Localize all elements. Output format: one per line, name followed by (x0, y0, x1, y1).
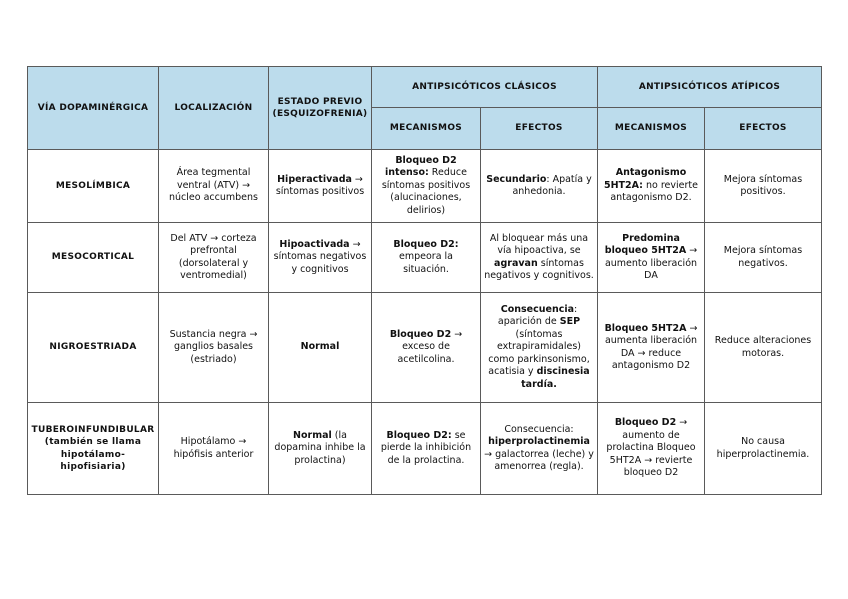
header-antipsicoticos-atipicos: ANTIPSICÓTICOS ATÍPICOS (598, 67, 822, 108)
cell-localizacion (159, 403, 269, 495)
cell-via (28, 150, 159, 223)
cell-efectos-atipicos (705, 223, 822, 293)
cell-text: MESOLÍMBICA (55, 180, 131, 191)
cell-text: Sustancia negra → ganglios basales (estriado) (169, 328, 258, 365)
cell-text: Bloqueo D2 (614, 417, 677, 429)
cell-text: Bloqueo D2 (389, 328, 452, 340)
cell-text: : Apatía y anhedonia. (512, 173, 592, 197)
table-row (28, 293, 822, 403)
cell-text: → aumento de prolactina Bloqueo 5HT2A → revierte bloqueo D2 (606, 417, 696, 479)
cell-text: Mejora síntomas negativos. (723, 245, 803, 269)
cell-text: TUBEROINFUNDIBULAR (31, 424, 155, 435)
cell-localizacion (159, 293, 269, 403)
header-efectos-clasicos: EFECTOS (481, 108, 598, 150)
cell-text: agravan (494, 257, 538, 269)
cell-localizacion (159, 223, 269, 293)
cell-mecanismos-atipicos (598, 223, 705, 293)
cell-text: Antagonismo 5HT2A: (604, 167, 687, 191)
cell-efectos-clasicos (481, 150, 598, 223)
cell-mecanismos-atipicos (598, 150, 705, 223)
table-row (28, 403, 822, 495)
cell-mecanismos-clasicos (372, 150, 481, 223)
header-efectos-atipicos: EFECTOS (705, 108, 822, 150)
cell-text: → exceso de acetilcolina. (397, 328, 463, 365)
cell-text: ) (121, 462, 126, 472)
cell-text: empeora la situación. (399, 251, 453, 275)
cell-estado-previo (269, 223, 372, 293)
cell-efectos-clasicos (481, 403, 598, 495)
cell-localizacion (159, 150, 269, 223)
cell-text: → aumento liberación DA (604, 245, 698, 281)
cell-estado-previo (269, 150, 372, 223)
cell-mecanismos-clasicos (372, 223, 481, 293)
cell-estado-previo (269, 293, 372, 403)
cell-mecanismos-clasicos (372, 403, 481, 495)
header-mecanismos-atipicos: MECANISMOS (598, 108, 705, 150)
cell-text: Del ATV → corteza prefrontal (dorsolateral y ventromedial) (170, 232, 257, 281)
header-antipsicoticos-clasicos: ANTIPSICÓTICOS CLÁSICOS (372, 67, 598, 108)
cell-text: Normal (293, 429, 332, 441)
cell-efectos-atipicos (705, 403, 822, 495)
cell-mecanismos-atipicos (598, 293, 705, 403)
cell-text: discinesia tardía. (521, 366, 590, 390)
cell-text: (la dopamina inhibe la prolactina) (274, 429, 366, 466)
cell-text: (síntomas extrapiramidales) como parkinsonismo, acatisia y (488, 328, 590, 378)
cell-text: síntomas negativos y cognitivos. (484, 257, 594, 281)
cell-text: (también se llama (44, 437, 142, 447)
header-estado-previo: ESTADO PREVIO (ESQUIZOFRENIA) (269, 67, 372, 150)
cell-text: hiperprolactinemia (488, 436, 590, 447)
cell-via (28, 403, 159, 495)
cell-mecanismos-clasicos (372, 293, 481, 403)
cell-mecanismos-atipicos (598, 403, 705, 495)
cell-text: Consecuencia (500, 303, 575, 315)
cell-text: → síntomas positivos (275, 173, 365, 197)
cell-text: Hipotálamo → hipófisis anterior (173, 436, 254, 460)
cell-text: se pierde la inhibición de la prolactina. (380, 429, 472, 466)
header-via: VÍA DOPAMINÉRGICA (28, 67, 159, 150)
cell-text: → síntomas negativos y cognitivos (273, 238, 367, 275)
cell-text: Hiperactivada (277, 173, 352, 185)
cell-efectos-atipicos (705, 293, 822, 403)
cell-text: SEP (559, 316, 581, 328)
cell-text: Al bloquear más una vía hipoactiva, se (489, 232, 589, 256)
cell-text: Área tegmental ventral (ATV) → núcleo accumbens (169, 167, 258, 204)
cell-text: NIGROESTRIADA (49, 342, 137, 353)
dopamine-pathways-table-container (27, 66, 822, 495)
cell-text: Bloqueo D2: (393, 238, 459, 250)
cell-text: : aparición de (497, 303, 578, 328)
table-body (28, 150, 822, 495)
cell-text: Secundario (486, 173, 547, 185)
header-row-top (28, 67, 822, 108)
cell-text: hipotálamo-hipofisiaria (60, 449, 126, 472)
cell-text: Reduce síntomas positivos (alucinaciones, delirios) (381, 167, 471, 216)
cell-text: No causa hiperprolactinemia. (716, 436, 810, 460)
cell-text: Bloqueo 5HT2A (604, 322, 687, 334)
header-mecanismos-clasicos: MECANISMOS (372, 108, 481, 150)
cell-text: Consecuencia: (504, 423, 574, 435)
cell-text: Bloqueo D2 intenso: (385, 154, 457, 179)
cell-efectos-clasicos (481, 223, 598, 293)
cell-text: Hipoactivada (279, 238, 350, 250)
cell-efectos-atipicos (705, 150, 822, 223)
table-row (28, 223, 822, 293)
cell-via (28, 293, 159, 403)
cell-estado-previo (269, 403, 372, 495)
dopamine-pathways-table (27, 66, 822, 495)
cell-text: Predomina bloqueo 5HT2A (604, 232, 687, 256)
cell-text: Mejora síntomas positivos. (723, 173, 803, 197)
cell-text: Reduce alteraciones motoras. (714, 335, 812, 359)
cell-text: Normal (300, 341, 340, 353)
cell-text: Bloqueo D2: (386, 429, 452, 441)
cell-text: MESOCORTICAL (51, 252, 135, 263)
cell-text: no revierte antagonismo D2. (610, 179, 698, 204)
cell-via (28, 223, 159, 293)
cell-efectos-clasicos (481, 293, 598, 403)
cell-text: → aumenta liberación DA → reduce antagonismo D2 (604, 322, 698, 371)
header-localizacion: LOCALIZACIÓN (159, 67, 269, 150)
cell-text: → galactorrea (leche) y amenorrea (regla). (484, 448, 594, 472)
table-row (28, 150, 822, 223)
